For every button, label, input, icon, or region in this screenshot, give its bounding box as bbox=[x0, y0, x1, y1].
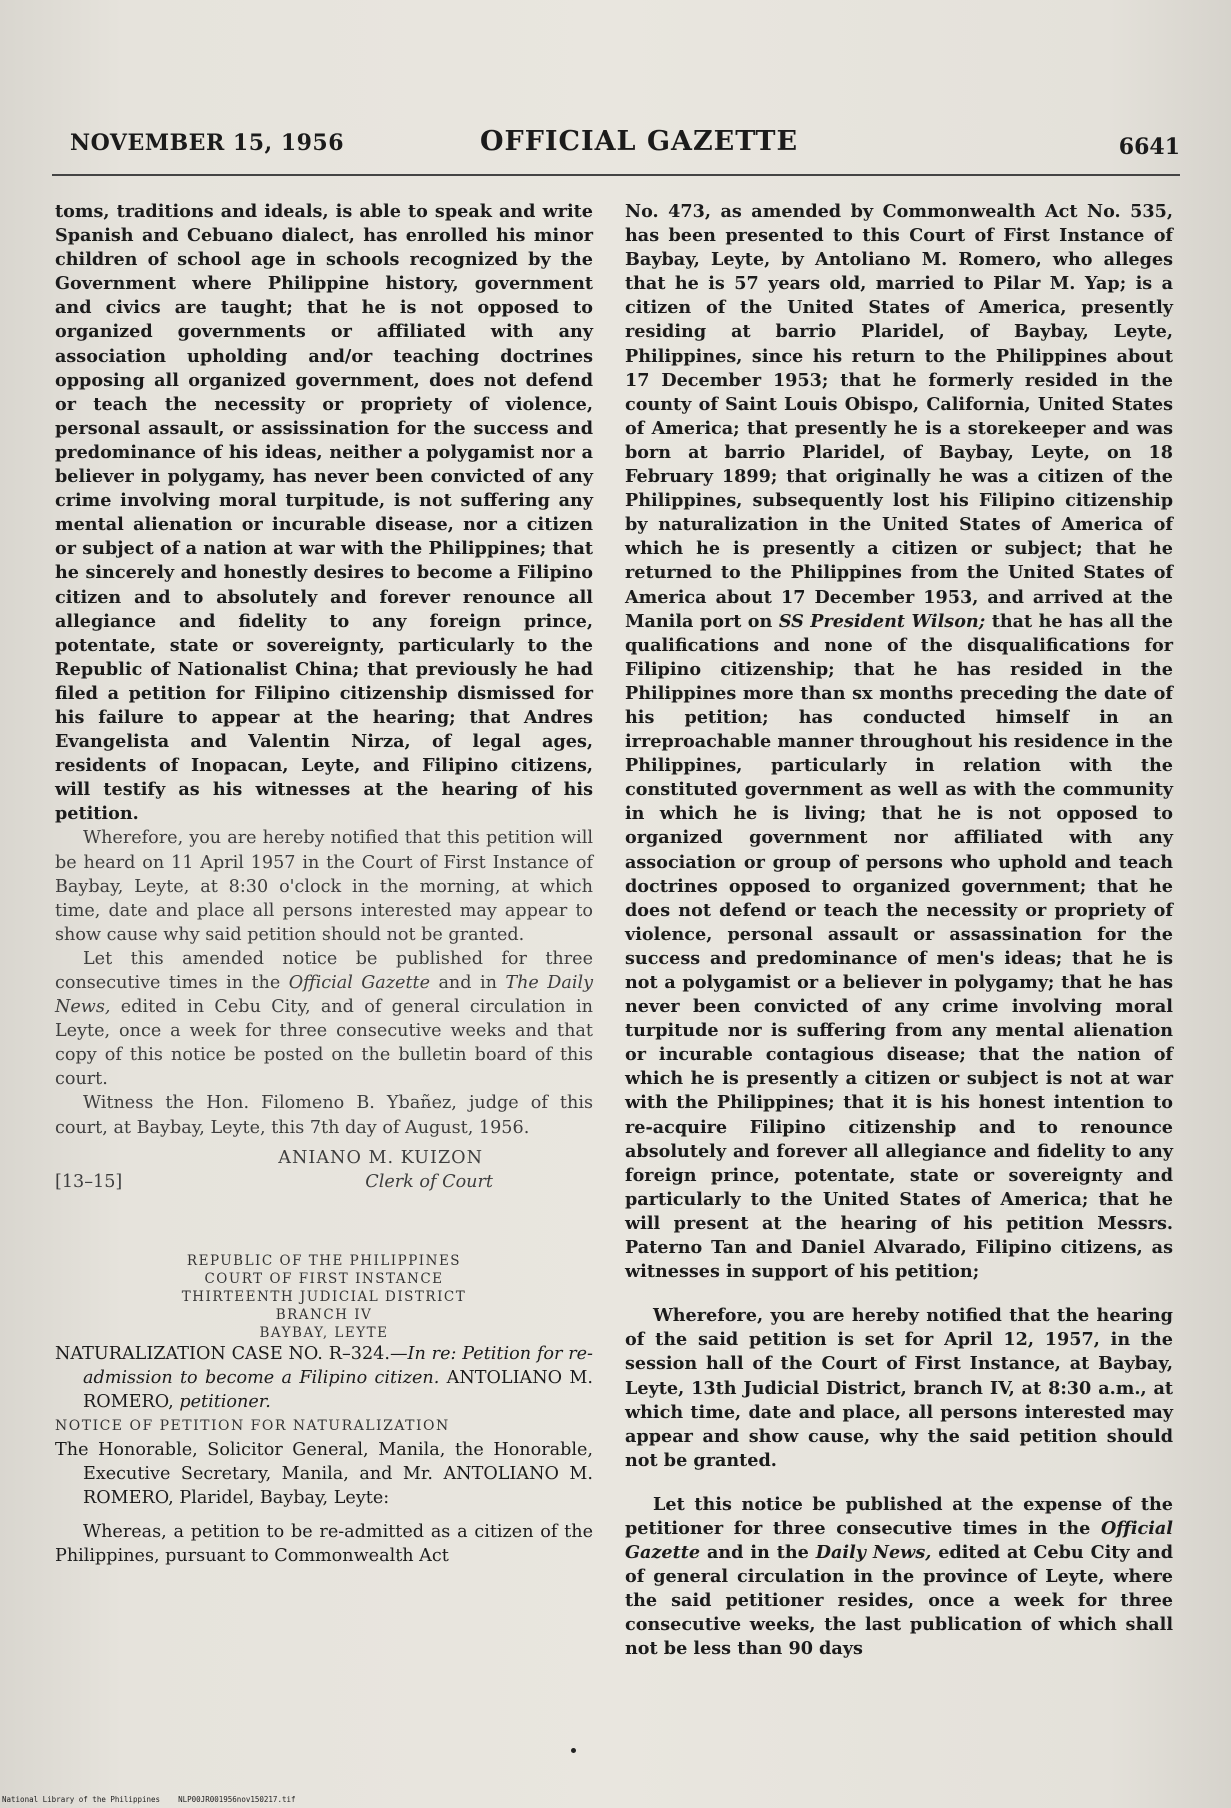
page-dot bbox=[571, 1748, 576, 1753]
right-column bbox=[625, 200, 1173, 1662]
page-header bbox=[70, 126, 1180, 164]
left-paragraph-1: toms, traditions and ideals, is able to speak and write Spanish and Cebuano dialect, has enrolled his minor children of school age in schools recognized by the Government where Philippine history, government and civics are taught; that he is not opposed to organized governments or affiliated with any association upholding and/or teaching doctrines opposing all organized government, does not defend or teach the necessity or propriety of violence, personal assault, or assissination for the success and predominance of his ideas, neither a polygamist nor a believer in polygamy, has never been convicted of any crime involving moral turpitude, is not suffering any mental alienation or incurable disease, nor a citizen or subject of a nation at war with the Philippines; that he sincerely and honestly desires to become a Filipino citizen and to absolutely and forever renounce all allegiance and fidelity to any foreign prince, potentate, state or sovereignty, particularly to the Republic of Nationalist China; that previously he had filed a petition for Filipino citizenship dismissed for his failure to appear at the hearing; that Andres Evangelista and Valentin Nirza, of legal ages, residents of Inopacan, Leyte, and Filipino citizens, will testify as his witnesses at the hearing of his petition. bbox=[55, 201, 593, 825]
court-line: THIRTEENTH JUDICIAL DISTRICT bbox=[181, 1288, 467, 1305]
court-line: BAYBAY, LEYTE bbox=[259, 1324, 389, 1341]
signature-block bbox=[55, 1146, 593, 1200]
notice-heading: NOTICE OF PETITION FOR NATURALIZATION bbox=[55, 1417, 450, 1434]
signer-name: ANIANO M. KUIZON bbox=[278, 1147, 483, 1168]
library-credit: National Library of the Philippines bbox=[2, 1795, 161, 1804]
case-caption: NATURALIZATION CASE NO. R–324.—In re: Petition for re-admission to become a Filipino citizen. ANTOLIANO M. ROMERO, petitioner. bbox=[55, 1343, 593, 1412]
scan-footer bbox=[2, 1795, 296, 1804]
page-number: 6641 bbox=[1118, 134, 1180, 160]
court-line: COURT OF FIRST INSTANCE bbox=[204, 1270, 444, 1287]
left-column bbox=[55, 200, 593, 1569]
left-paragraph-4: Witness the Hon. Filomeno B. Ybañez, judge of this court, at Baybay, Leyte, this 7th day of August, 1956. bbox=[55, 1093, 593, 1138]
signer-title: Clerk of Court bbox=[365, 1171, 493, 1192]
issue-reference: [13–15] bbox=[55, 1171, 123, 1192]
court-heading bbox=[55, 1252, 593, 1342]
issue-date: NOVEMBER 15, 1956 bbox=[70, 130, 345, 156]
scan-filename: NLP00JR001956nov150217.tif bbox=[178, 1795, 296, 1804]
court-line: REPUBLIC OF THE PHILIPPINES bbox=[186, 1252, 462, 1269]
addressees: The Honorable, Solicitor General, Manila, the Honorable, Executive Secretary, Manila, and Mr. ANTOLIANO M. ROMERO, Plaridel, Baybay, Leyte: bbox=[55, 1440, 593, 1509]
publication-title: OFFICIAL GAZETTE bbox=[480, 126, 799, 157]
left-paragraph-2: Wherefore, you are hereby notified that this petition will be heard on 11 April 1957 in the Court of First Instance of Baybay, Leyte, at 8:30 o'clock in the morning, at which time, date and place all persons interested may appear to show cause why said petition should not be granted. bbox=[55, 828, 593, 945]
header-rule bbox=[52, 174, 1180, 176]
right-paragraph-1: No. 473, as amended by Commonwealth Act No. 535, has been presented to this Court of First Instance of Baybay, Leyte, by Antoliano M. Romero, who alleges that he is 57 years old, married to Pilar M. Yap; is a citizen of the United States of America, presently residing at barrio Plaridel, of Baybay, Leyte, Philippines, since his return to the Philippines about 17 December 1953; that he formerly resided in the county of Saint Louis Obispo, California, United States of America; that presently he is a storekeeper and was born at barrio Plaridel, of Baybay, Leyte, on 18 February 1899; that originally he was a citizen of the Philippines, subsequently lost his Filipino citizenship by naturalization in the United States of America of which he is presently a citizen or subject; that he returned to the Philippines from the United States of America about 17 December 1953, and arrived at the Manila port on SS President Wilson; that he has all the qualifications and none of the disqualifications for Filipino citizenship; that he has resided in the Philippines more than sx months preceding the date of his petition; has conducted himself in an irreproachable manner throughout his residence in the Philippines, particularly in relation with the constituted government as well as with the community in which he is living; that he is not opposed to organized government nor affiliated with any association or group of persons who uphold and teach doctrines opposed to organized government; that he does not defend or teach the necessity or propriety of violence, personal assault or assassination for the success and predominance of men's ideas; that he is not a polygamist or a believer in polygamy; that he has never been convicted of any crime involving moral turpitude nor is suffering from any mental alienation or incurable contagious disease; that the nation of which he is presently a citizen or subject is not at war with the Philippines; that it is his honest intention to re-acquire Filipino citizenship and to renounce absolutely and forever all allegiance and fidelity to any foreign prince, potentate, state or sovereignty and particularly to the United States of America; that he will present at the hearing of his petition Messrs. Paterno Tan and Daniel Alvarado, Filipino citizens, as witnesses in support of his petition; bbox=[625, 201, 1173, 1283]
right-paragraph-3: Let this notice be published at the expense of the petitioner for three consecutive times in the Official Gazette and in the Daily News, edited at Cebu City and of general circulation in the province of Leyte, where the said petitioner resides, once a week for three consecutive weeks, the last publication of which shall not be less than 90 days bbox=[625, 1493, 1173, 1660]
left-paragraph-3: Let this amended notice be published for three consecutive times in the Official Gazette and in The Daily News, edited in Cebu City, and of general circulation in Leyte, once a week for three consecutive weeks and that copy of this notice be posted on the bulletin board of this court. bbox=[55, 948, 594, 1090]
whereas-paragraph: Whereas, a petition to be re-admitted as a citizen of the Philippines, pursuant to Commonwealth Act bbox=[55, 1522, 593, 1567]
court-line: BRANCH IV bbox=[275, 1306, 373, 1323]
right-paragraph-2: Wherefore, you are hereby notified that the hearing of the said petition is set for April 12, 1957, in the session hall of the Court of First Instance, at Baybay, Leyte, 13th Judicial District, branch IV, at 8:30 a.m., at which time, date and place, all persons interested may appear and show cause, why the said petition should not be granted. bbox=[625, 1305, 1173, 1471]
